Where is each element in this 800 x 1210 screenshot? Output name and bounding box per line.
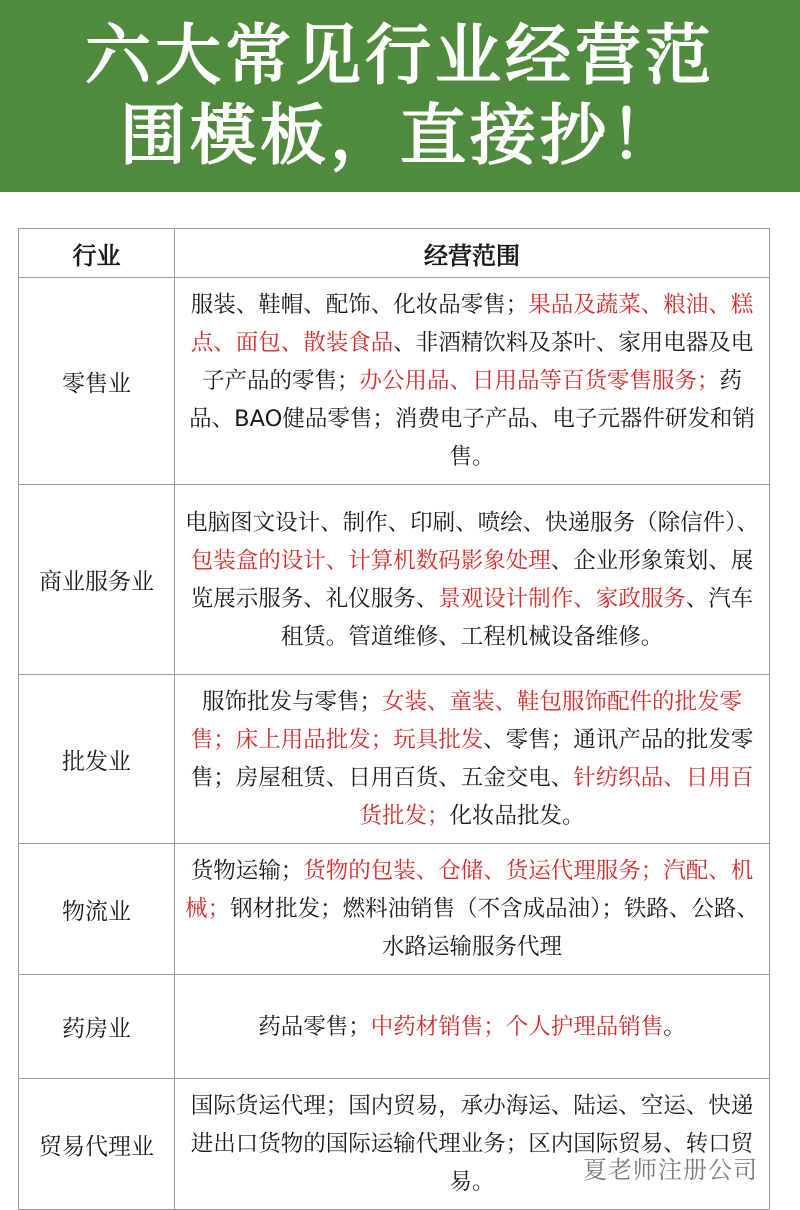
scope-text: 。 xyxy=(663,1013,686,1040)
scope-text: 国际货运代理；国内贸易，承办海运、陆运、空运、快递进出口货物的国际运输代理业务；区内国际贸易、转口贸易。 xyxy=(190,1093,754,1195)
table-row xyxy=(19,975,770,1079)
business-scope-table xyxy=(18,228,770,1210)
scope-text: 、零售；通讯产品的批发零售；房屋租赁、日用百货、五金交电、 xyxy=(190,727,754,791)
title-line-1: 六大常见行业经营范 xyxy=(85,17,715,94)
table-row xyxy=(19,1079,770,1210)
scope-text-highlight: 果品及蔬菜、粮油、糕点、面包、散装食品 xyxy=(190,292,754,356)
scope-cell xyxy=(175,975,770,1079)
scope-text-highlight: 女装、童装、鞋包服饰配件的批发零售；床上用品批发；玩具批发 xyxy=(190,689,743,753)
header-scope: 经营范围 xyxy=(175,229,770,278)
table-header-row xyxy=(19,229,770,278)
industry-cell: 贸易代理业 xyxy=(19,1079,175,1210)
scope-text: 、企业形象策划、展览展示服务、礼仪服务、 xyxy=(190,547,754,612)
scope-cell xyxy=(175,844,770,975)
table-row xyxy=(19,844,770,975)
industry-cell: 物流业 xyxy=(19,844,175,975)
scope-text: 货物运输； xyxy=(190,858,304,884)
scope-text-highlight: 中药材销售；个人护理品销售 xyxy=(370,1013,664,1040)
scope-text-highlight: 办公用品、日用品等百货零售服务； xyxy=(359,368,720,394)
industry-cell: 商业服务业 xyxy=(19,485,175,675)
industry-cell: 零售业 xyxy=(19,278,175,485)
scope-text: 服饰批发与零售； xyxy=(201,689,382,715)
scope-text-highlight: 景观设计制作、家政服务 xyxy=(438,585,686,612)
scope-text: 电脑图文设计、制作、印刷、喷绘、快递服务（除信件）、 xyxy=(185,509,759,536)
scope-text: 、非酒精饮料及茶叶、家用电器及电子产品的零售； xyxy=(201,330,754,394)
scope-cell xyxy=(175,1079,770,1210)
header-industry: 行业 xyxy=(19,229,175,278)
scope-text: 药品、BAO健品零售；消费电子产品、电子元器件研发和销售。 xyxy=(189,368,755,470)
scope-text: 钢材批发；燃料油销售（不含成品油）；铁路、公路、水路运输服务代理 xyxy=(230,896,759,960)
industry-cell: 药房业 xyxy=(19,975,175,1079)
watermark-text: 夏老师注册公司 xyxy=(583,1156,758,1184)
title-line-2: 围模板，直接抄！ xyxy=(120,97,680,174)
scope-text: 、汽车租赁。管道维修、工程机械设备维修。 xyxy=(280,585,754,650)
table-row xyxy=(19,675,770,844)
scope-text-highlight: 针纺织品、日用百货批发； xyxy=(359,765,754,829)
table-row xyxy=(19,485,770,675)
scope-cell xyxy=(175,485,770,675)
table-row xyxy=(19,278,770,485)
scope-cell xyxy=(175,278,770,485)
scope-text: 服装、鞋帽、配饰、化妆品零售； xyxy=(190,292,529,318)
scope-cell xyxy=(175,675,770,844)
title-banner xyxy=(0,0,800,192)
scope-text-highlight: 包装盒的设计、计算机数码影象处理 xyxy=(190,547,551,574)
scope-text: 药品零售； xyxy=(258,1013,371,1040)
scope-text: 化妆品批发。 xyxy=(449,803,585,829)
scope-text-highlight: 货物的包装、仓储、货运代理服务；汽配、机械； xyxy=(185,858,754,922)
industry-cell: 批发业 xyxy=(19,675,175,844)
